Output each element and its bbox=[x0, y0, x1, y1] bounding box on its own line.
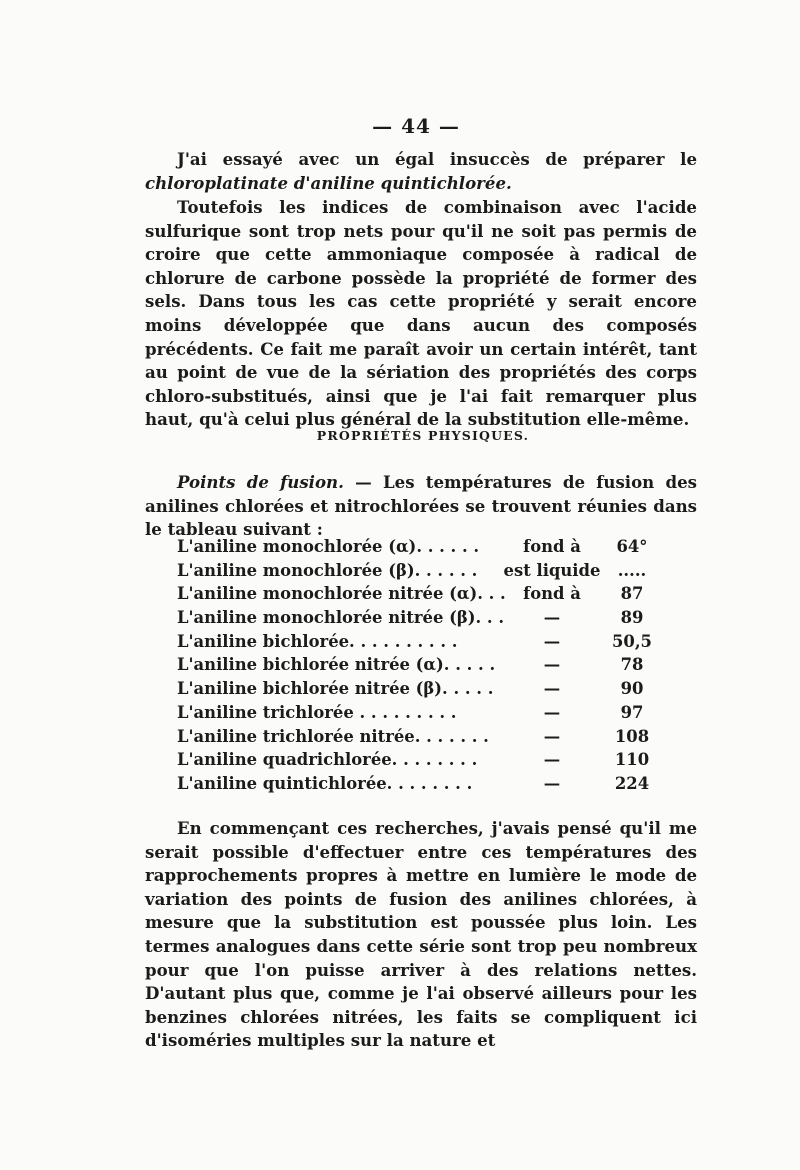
table-cell-state: — bbox=[543, 655, 561, 675]
table-cell-name: L'aniline monochlorée nitrée (β). . . bbox=[177, 608, 505, 628]
table-cell-value: ..... bbox=[617, 560, 647, 580]
page-number: — 44 — bbox=[372, 114, 460, 138]
table-cell-state: — bbox=[543, 679, 561, 699]
paragraph-chloroplatinate-text: J'ai essayé avec un égal insuccès de préparer le bbox=[177, 149, 697, 169]
paragraph-melting-points-text: — Les températures de fusion des anilines chlorées et nitrochlorées se trouvent réunies dans le tableau suivant : bbox=[145, 472, 697, 540]
table-cell-state: — bbox=[543, 726, 561, 746]
table-cell-name: L'aniline quintichlorée. . . . . . . . bbox=[177, 773, 473, 793]
table-cell-name: L'aniline monochlorée (α). . . . . . bbox=[177, 537, 480, 556]
table-cell-name: L'aniline trichlorée nitrée. . . . . . . bbox=[177, 726, 489, 746]
table-row bbox=[177, 748, 677, 772]
table-cell-state: — bbox=[543, 750, 561, 770]
table-cell-state: fond à bbox=[523, 537, 581, 556]
table-cell-value: 110 bbox=[614, 750, 650, 770]
table-cell-state: fond à bbox=[523, 584, 581, 604]
table-row bbox=[177, 559, 677, 583]
table-row bbox=[177, 677, 677, 701]
paragraph-chloroplatinate-italic: chloroplatinate d'aniline quintichlorée. bbox=[145, 172, 512, 193]
table-cell-value: 78 bbox=[620, 655, 644, 675]
table-row bbox=[177, 630, 677, 654]
table-cell-state: — bbox=[543, 631, 561, 651]
table-cell-value: 50,5 bbox=[612, 631, 652, 651]
table-cell-name: L'aniline quadrichlorée. . . . . . . . bbox=[177, 750, 478, 770]
paragraph-chloroplatinate bbox=[145, 148, 697, 195]
table-cell-name: L'aniline monochlorée nitrée (α). . . bbox=[177, 584, 506, 604]
table-row bbox=[177, 653, 677, 677]
table-cell-value: 90 bbox=[620, 679, 644, 699]
table-cell-name: L'aniline bichlorée. . . . . . . . . . bbox=[177, 631, 458, 651]
table-row bbox=[177, 701, 677, 725]
table-cell-state: est liquide bbox=[503, 560, 601, 580]
table-row bbox=[177, 582, 677, 606]
table-cell-value: 64° bbox=[616, 537, 648, 556]
table-cell-value: 224 bbox=[614, 773, 650, 793]
paragraph-melting-points bbox=[145, 471, 697, 542]
table-row bbox=[177, 606, 677, 630]
paragraph-conclusion: En commençant ces recherches, j'avais pensé qu'il me serait possible d'effectuer entre ces températures des rapprochements propres à mettre en lumière le mode de variation des points de fusion des anilines chlorées, à mesure que la substitution est poussée plus loin. Les termes analogues dans cette série sont trop peu nombreux pour que l'on puisse arriver à des relations nettes. D'autant plus que, comme je l'ai observé ailleurs pour les benzines chlorées nitrées, les faits se compliquent ici d'isoméries multiples sur la nature et bbox=[145, 818, 697, 1051]
table-cell-state: — bbox=[543, 773, 561, 793]
section-title: PROPRIÉTÉS PHYSIQUES. bbox=[316, 428, 530, 443]
table-row bbox=[177, 725, 677, 749]
table-row bbox=[177, 772, 677, 796]
table-cell-name: L'aniline bichlorée nitrée (β). . . . . bbox=[177, 679, 494, 699]
table-cell-value: 87 bbox=[620, 584, 644, 604]
table-cell-value: 89 bbox=[620, 608, 644, 628]
table-cell-state: — bbox=[543, 702, 561, 722]
table-cell-name: L'aniline monochlorée (β). . . . . . bbox=[177, 560, 478, 580]
table-cell-value: 108 bbox=[614, 726, 650, 746]
table-cell-name: L'aniline bichlorée nitrée (α). . . . . bbox=[177, 655, 496, 675]
table-cell-name: L'aniline trichlorée . . . . . . . . . bbox=[177, 702, 457, 722]
table-row bbox=[177, 535, 677, 559]
paragraph-melting-points-italic: Points de fusion. bbox=[177, 472, 344, 492]
table-cell-value: 97 bbox=[620, 702, 644, 722]
table-cell-state: — bbox=[543, 608, 561, 628]
paragraph-sulfuric-acid: Toutefois les indices de combinaison avec l'acide sulfurique sont trop nets pour qu'il ne soit pas permis de croire que cette ammoniaque composée à radical de chlorure de carbone possède la propriété de former des sels. Dans tous les cas cette propriété y serait encore moins développée que dans aucun des composés précédents. Ce fait me paraît avoir un certain intérêt, tant au point de vue de la sériation des propriétés des corps chloro-substitués, ainsi que je l'ai fait remarquer plus haut, qu'à celui plus général de la substitution elle-même. bbox=[145, 197, 697, 430]
melting-points-table bbox=[177, 535, 677, 796]
